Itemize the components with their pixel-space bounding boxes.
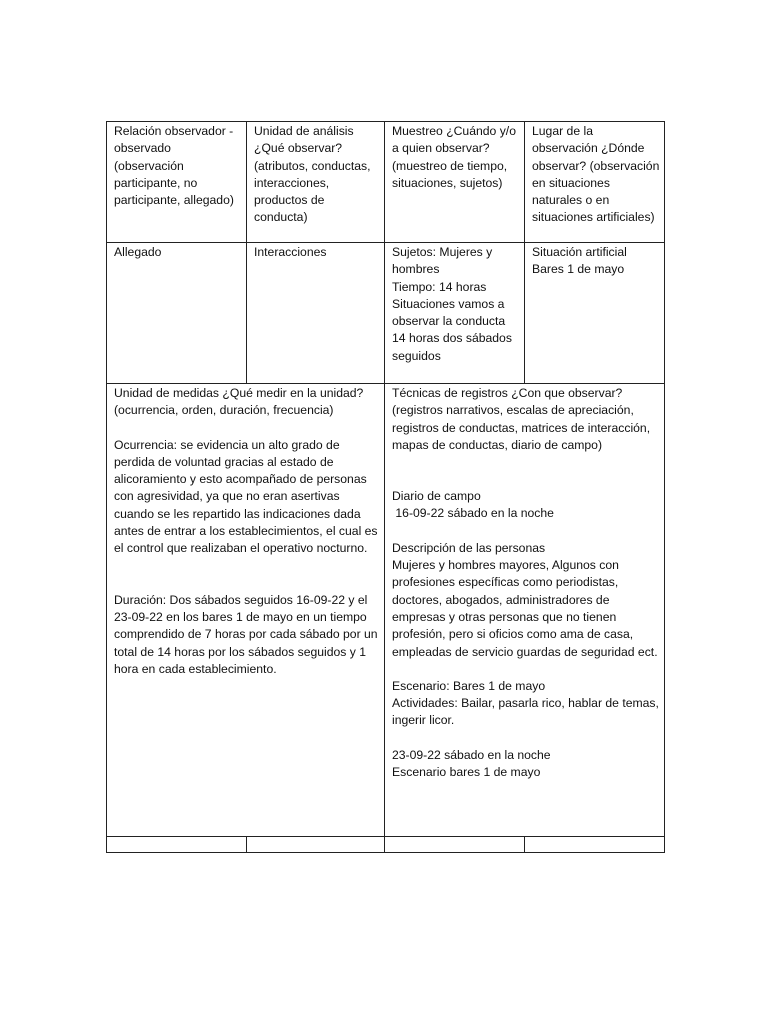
cell-situacion: Situación artificial Bares 1 de mayo bbox=[525, 243, 665, 384]
observation-table bbox=[106, 121, 665, 853]
actividades-text: Actividades: Bailar, pasarla rico, hablar de temas, ingerir licor. bbox=[392, 696, 659, 728]
medidas-ocurrencia: Ocurrencia: se evidencia un alto grado de perdida de voluntad gracias al estado de alicoramiento y esto acompañado de personas con agresividad, ya que no eran asertivas cuando se les repartido las indicaciones dada antes de entrar a los establecimientos, el cual es el control que realizaban el operativo nocturno. bbox=[114, 437, 378, 556]
header-muestreo: Muestreo ¿Cuándo y/o a quien observar? (muestreo de tiempo, situaciones, sujetos) bbox=[385, 122, 525, 243]
descripcion-title: Descripción de las personas bbox=[392, 540, 546, 555]
table-row bbox=[107, 243, 665, 384]
table-row-details bbox=[107, 384, 665, 837]
cell-interacciones: Interacciones bbox=[247, 243, 385, 384]
escenario-2: Escenario bares 1 de mayo bbox=[392, 765, 541, 780]
medidas-heading: Unidad de medidas ¿Qué medir en la unidad? (ocurrencia, orden, duración, frecuencia) bbox=[114, 386, 364, 418]
tecnicas-heading: Técnicas de registros ¿Con que observar? (registros narrativos, escalas de apreciación, registros de conductas, matrices de interacción, mapas de conductas, diario de campo) bbox=[392, 386, 651, 452]
diario-title: Diario de campo bbox=[392, 489, 481, 504]
cell-tecnicas-registro bbox=[385, 384, 665, 837]
empty-cell bbox=[525, 837, 665, 853]
empty-cell bbox=[107, 837, 247, 853]
medidas-duracion: Duración: Dos sábados seguidos 16-09-22 y el 23-09-22 en los bares 1 de mayo en un tiempo comprendido de 7 horas por cada sábado por un total de 14 horas por los sábados seguidos y 1 hora en cada establecimiento. bbox=[114, 592, 378, 676]
header-unidad-analisis: Unidad de análisis ¿Qué observar? (atributos, conductas, interacciones, productos de conducta) bbox=[247, 122, 385, 243]
header-relacion: Relación observador - observado (observación participante, no participante, allegado) bbox=[107, 122, 247, 243]
cell-unidad-medidas bbox=[107, 384, 385, 837]
cell-allegado: Allegado bbox=[107, 243, 247, 384]
table-row-empty bbox=[107, 837, 665, 853]
empty-cell bbox=[385, 837, 525, 853]
table-header-row bbox=[107, 122, 665, 243]
cell-sujetos: Sujetos: Mujeres y hombres Tiempo: 14 horas Situaciones vamos a observar la conducta 14 horas dos sábados seguidos bbox=[385, 243, 525, 384]
diario-fecha-1: 16-09-22 sábado en la noche bbox=[392, 506, 554, 521]
escenario-1: Escenario: Bares 1 de mayo bbox=[392, 678, 546, 693]
empty-cell bbox=[247, 837, 385, 853]
header-lugar: Lugar de la observación ¿Dónde observar? (observación en situaciones naturales o en situaciones artificiales) bbox=[525, 122, 665, 243]
diario-fecha-2: 23-09-22 sábado en la noche bbox=[392, 747, 551, 762]
descripcion-text: Mujeres y hombres mayores, Algunos con profesiones específicas como periodistas, doctores, abogados, administradores de empresas y otras personas que no tienen profesión, pero si oficios como ama de casa, empleadas de servicio guardas de seguridad ect. bbox=[392, 558, 658, 659]
